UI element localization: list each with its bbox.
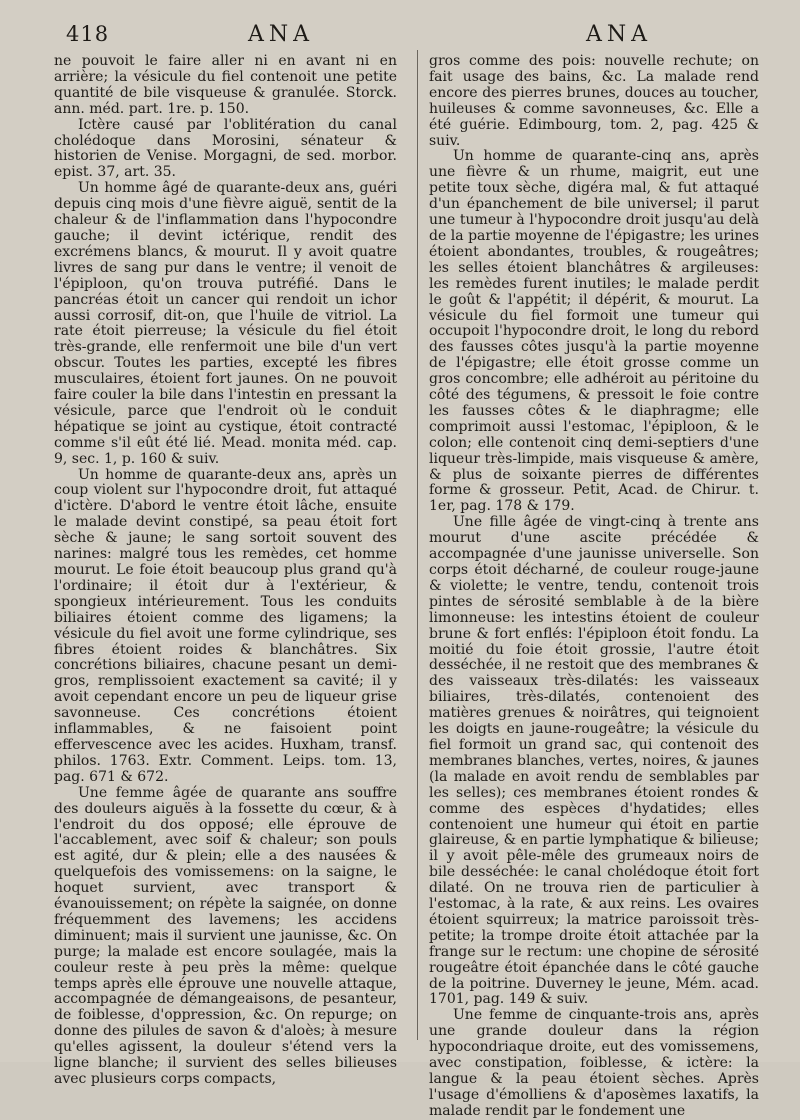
paragraph: Un homme âgé de quarante-deux ans, guéri depuis cinq mois d'une fièvre aiguë, sentit de la chaleur & de l'inflammation dans l'hypocondre gauche; il devint ictérique, rendit des excrémens blancs, & mourut. Il y avoit quatre livres de sang pur dans le ventre; il venoit de l'épiploon, qu'on trouva putréfié. Dans le pancréas étoit un cancer qui rendoit un ichor aussi corrosif, dit-on, que l'huile de vitriol. La rate étoit pierreuse; la vésicule du fiel étoit très-grande, elle renfermoit une bile d'un vert obscur. Toutes les parties, excepté les fibres musculaires, étoient fort jaunes. On ne pouvoit faire couler la bile dans l'intestin en pressant la vésicule, parce que l'endroit où le conduit hépatique se joint au cystique, étoit contracté comme s'il eût été lié. Mead. monita méd. cap. 9, sec. 1, p. 160 & suiv. [54,180,397,467]
right-running-title: ANA [586,22,653,47]
paragraph: Une femme âgée de quarante ans souffre des douleurs aiguës à la fossette du cœur, & à l'endroit du dos opposé; elle éprouve de l'accablement, avec soif & chaleur; son pouls est agité, dur & plein; elle a des nausées & quelquefois des vomissemens: on la saigne, le hoquet survient, avec transport & évanouissement; on répète la saignée, on donne fréquemment des lavemens; les accidens diminuent; mais il survient une jaunisse, &c. On purge; la malade est encore soulagée, mais la couleur reste à peu près la même: quelque temps après elle éprouve une nouvelle attaque, accompagnée de démangeaisons, de pesanteur, de foiblesse, d'oppression, &c. On repurge; on donne des pilules de savon & d'aloès; à mesure qu'elles agissent, la douleur s'étend vers la ligne blanche; il survient des selles bilieuses avec plusieurs corps compacts, [54,784,397,1087]
page-number: 418 [66,22,110,46]
paragraph: Une fille âgée de vingt-cinq à trente ans mourut d'une ascite précédée & accompagnée d'une jaunisse universelle. Son corps étoit décharné, de couleur rouge-jaune & violette; le ventre, tendu, contenoit trois pintes de sérosité semblable à de la bière limonneuse: les intestins étoient de couleur brune & fort enflés: l'épiploon étoit fondu. La moitié du foie étoit grossie, l'autre étoit desséchée, il ne restoit que des membranes & des vaisseaux très-dilatés: les vaisseaux biliaires, très-dilatés, contenoient des matières grenues & noirâtres, qui teignoient les doigts en jaune-rougeâtre; la vésicule du fiel formoit un grand sac, qui contenoit des membranes blanches, vertes, noires, & jaunes (la malade en avoit rendu de semblables par les selles); ces membranes étoient rondes & comme des espèces d'hydatides; elles contenoient une humeur qui étoit en partie glaireuse, & en partie lymphatique & bilieuse; il y avoit pêle-mêle des grumeaux noirs de bile desséchée: le canal cholédoque étoit fort dilaté. On ne trouva rien de particulier à l'estomac, à la rate, & aux reins. Les ovaires étoient squirreux; la matrice paroissoit très-petite; la trompe droite étoit attachée par la frange sur le rectum: une chopine de sérosité rougeâtre étoit épanchée dans le côté gauche de la poitrine. Duverney le jeune, Mém. acad. 1701, pag. 149 & suiv. [429,514,759,1008]
paragraph: Un homme de quarante-deux ans, après un coup violent sur l'hypocondre droit, fut attaqué d'ictère. D'abord le ventre étoit lâche, ensuite le malade devint constipé, sa peau étoit fort sèche & jaune; le sang sortoit souvent des narines: malgré tous les remèdes, cet homme mourut. Le foie étoit beaucoup plus grand qu'à l'ordinaire; il étoit dur à l'extérieur, & spongieux intérieurement. Tous les conduits biliaires étoient comme des ligamens; la vésicule du fiel avoit une forme cylindrique, ses fibres étoient roides & blanchâtres. Six concrétions biliaires, chacune pesant un demi-gros, remplissoient exactement sa cavité; il y avoit cependant encore un peu de liqueur grise savonneuse. Ces concrétions étoient inflammables, & ne faisoient point effervescence avec les acides. Huxham, transf. philos. 1763. Extr. Comment. Leips. tom. 13, pag. 671 & 672. [54,466,397,785]
paragraph: ne pouvoit le faire aller ni en avant ni en arrière; la vésicule du fiel contenoit une petite quantité de bile visqueuse & granulée. Storck. ann. méd. part. 1re. p. 150. [54,53,397,117]
paragraph: Une femme de cinquante-trois ans, après une grande douleur dans la région hypocondriaque droite, eut des vomissemens, avec constipation, foiblesse, & ictère: la langue & la peau étoient sèches. Après l'usage d'émolliens & d'aposèmes laxatifs, la malade rendit par le fondement une [429,1007,759,1119]
right-column [429,53,759,1119]
left-column [54,53,397,1087]
page-header [66,20,750,50]
paragraph: Ictère causé par l'oblitération du canal cholédoque dans Morosini, sénateur & historien de Venise. Morgagni, de sed. morbor. epist. 37, art. 35. [54,116,397,181]
column-divider [417,50,418,1040]
left-running-title: ANA [248,22,315,47]
paragraph: Un homme de quarante-cinq ans, après une fièvre & un rhume, maigrit, eut une petite toux sèche, digéra mal, & fut attaqué d'un épanchement de bile universel; il parut une tumeur à l'hypocondre droit jusqu'au delà de la partie moyenne de l'épigastre; les urines étoient abondantes, troubles, & rougeâtres; les selles étoient blanchâtres & argileuses: les remèdes furent inutiles; le malade perdit le goût & l'appétit; il dépérit, & mourut. La vésicule du fiel formoit une tumeur qui occupoit l'hypocondre droit, le long du rebord des fausses côtes jusqu'à la partie moyenne de l'épigastre; elle étoit grosse comme un gros concombre; elle adhéroit au péritoine du côté des tégumens, & pressoit le foie contre les fausses côtes & le diaphragme; elle comprimoit aussi l'estomac, l'épiploon, & le colon; elle contenoit cinq demi-septiers d'une liqueur très-limpide, mais visqueuse & amère, & plus de soixante pierres de différentes forme & grosseur. Petit, Acad. de Chirur. t. 1er, pag. 178 & 179. [429,148,759,515]
paragraph: gros comme des pois: nouvelle rechute; on fait usage des bains, &c. La malade rend encore des pierres brunes, douces au toucher, huileuses & comme savonneuses, &c. Elle a été guérie. Edimbourg, tom. 2, pag. 425 & suiv. [429,53,759,149]
